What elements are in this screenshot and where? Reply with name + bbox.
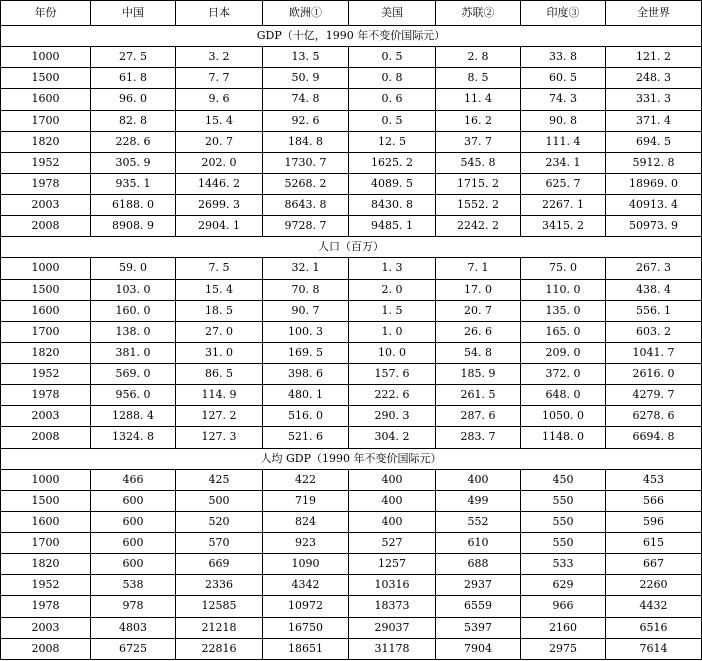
table-body bbox=[1, 26, 702, 660]
table-row bbox=[1, 131, 702, 152]
cell-world: 6516 bbox=[606, 617, 702, 638]
cell-china: 82. 8 bbox=[91, 110, 176, 131]
cell-japan: 570 bbox=[176, 533, 263, 554]
cell-ussr: 552 bbox=[436, 511, 521, 532]
cell-usa: 1625. 2 bbox=[349, 152, 436, 173]
section-header-gdp bbox=[1, 26, 702, 47]
cell-ussr: 499 bbox=[436, 490, 521, 511]
cell-india: 1050. 0 bbox=[521, 406, 606, 427]
cell-usa: 157. 6 bbox=[349, 364, 436, 385]
section-title: GDP（十亿，1990 年不变价国际元） bbox=[1, 26, 702, 47]
cell-india: 2160 bbox=[521, 617, 606, 638]
cell-year: 2008 bbox=[1, 216, 91, 237]
cell-ussr: 545. 8 bbox=[436, 152, 521, 173]
cell-ussr: 688 bbox=[436, 554, 521, 575]
cell-world: 2260 bbox=[606, 575, 702, 596]
cell-world: 371. 4 bbox=[606, 110, 702, 131]
cell-china: 27. 5 bbox=[91, 47, 176, 68]
cell-china: 935. 1 bbox=[91, 173, 176, 194]
cell-japan: 2699. 3 bbox=[176, 195, 263, 216]
cell-year: 1820 bbox=[1, 131, 91, 152]
section-header-gdp-per-capita bbox=[1, 448, 702, 469]
cell-year: 1952 bbox=[1, 364, 91, 385]
cell-year: 1700 bbox=[1, 533, 91, 554]
cell-europe: 516. 0 bbox=[263, 406, 349, 427]
cell-year: 1700 bbox=[1, 321, 91, 342]
cell-year: 2003 bbox=[1, 406, 91, 427]
cell-china: 978 bbox=[91, 596, 176, 617]
section-header-population bbox=[1, 237, 702, 258]
cell-japan: 15. 4 bbox=[176, 110, 263, 131]
cell-china: 956. 0 bbox=[91, 385, 176, 406]
cell-ussr: 7904 bbox=[436, 638, 521, 659]
table-row bbox=[1, 490, 702, 511]
cell-europe: 184. 8 bbox=[263, 131, 349, 152]
cell-japan: 2904. 1 bbox=[176, 216, 263, 237]
cell-europe: 32. 1 bbox=[263, 258, 349, 279]
cell-china: 1324. 8 bbox=[91, 427, 176, 448]
cell-europe: 4342 bbox=[263, 575, 349, 596]
table-row bbox=[1, 216, 702, 237]
cell-year: 1820 bbox=[1, 342, 91, 363]
cell-india: 629 bbox=[521, 575, 606, 596]
cell-ussr: 2937 bbox=[436, 575, 521, 596]
cell-usa: 4089. 5 bbox=[349, 173, 436, 194]
cell-usa: 9485. 1 bbox=[349, 216, 436, 237]
cell-china: 4803 bbox=[91, 617, 176, 638]
cell-japan: 3. 2 bbox=[176, 47, 263, 68]
cell-china: 538 bbox=[91, 575, 176, 596]
cell-usa: 0. 8 bbox=[349, 68, 436, 89]
cell-china: 1288. 4 bbox=[91, 406, 176, 427]
cell-china: 59. 0 bbox=[91, 258, 176, 279]
table-row bbox=[1, 385, 702, 406]
header-year: 年份 bbox=[1, 1, 91, 26]
cell-china: 600 bbox=[91, 554, 176, 575]
table-row bbox=[1, 533, 702, 554]
cell-usa: 222. 6 bbox=[349, 385, 436, 406]
cell-world: 438. 4 bbox=[606, 279, 702, 300]
cell-japan: 31. 0 bbox=[176, 342, 263, 363]
cell-ussr: 16. 2 bbox=[436, 110, 521, 131]
cell-usa: 18373 bbox=[349, 596, 436, 617]
cell-japan: 9. 6 bbox=[176, 89, 263, 110]
table-row bbox=[1, 68, 702, 89]
cell-year: 1000 bbox=[1, 469, 91, 490]
header-world: 全世界 bbox=[606, 1, 702, 26]
table-row bbox=[1, 258, 702, 279]
cell-japan: 669 bbox=[176, 554, 263, 575]
cell-china: 228. 6 bbox=[91, 131, 176, 152]
cell-india: 209. 0 bbox=[521, 342, 606, 363]
cell-world: 121. 2 bbox=[606, 47, 702, 68]
cell-world: 556. 1 bbox=[606, 300, 702, 321]
table-row bbox=[1, 110, 702, 131]
cell-usa: 29037 bbox=[349, 617, 436, 638]
cell-china: 96. 0 bbox=[91, 89, 176, 110]
table-row bbox=[1, 364, 702, 385]
cell-india: 450 bbox=[521, 469, 606, 490]
cell-world: 694. 5 bbox=[606, 131, 702, 152]
cell-india: 135. 0 bbox=[521, 300, 606, 321]
cell-usa: 527 bbox=[349, 533, 436, 554]
cell-china: 600 bbox=[91, 490, 176, 511]
cell-ussr: 5397 bbox=[436, 617, 521, 638]
table-row bbox=[1, 406, 702, 427]
header-japan: 日本 bbox=[176, 1, 263, 26]
cell-china: 466 bbox=[91, 469, 176, 490]
cell-world: 615 bbox=[606, 533, 702, 554]
header-usa: 美国 bbox=[349, 1, 436, 26]
cell-japan: 18. 5 bbox=[176, 300, 263, 321]
cell-india: 110. 0 bbox=[521, 279, 606, 300]
cell-china: 305. 9 bbox=[91, 152, 176, 173]
table-row bbox=[1, 47, 702, 68]
cell-europe: 923 bbox=[263, 533, 349, 554]
table-row bbox=[1, 554, 702, 575]
cell-japan: 20. 7 bbox=[176, 131, 263, 152]
cell-ussr: 2. 8 bbox=[436, 47, 521, 68]
cell-japan: 127. 3 bbox=[176, 427, 263, 448]
cell-world: 267. 3 bbox=[606, 258, 702, 279]
cell-ussr: 37. 7 bbox=[436, 131, 521, 152]
cell-europe: 719 bbox=[263, 490, 349, 511]
cell-china: 160. 0 bbox=[91, 300, 176, 321]
cell-japan: 425 bbox=[176, 469, 263, 490]
table-row bbox=[1, 321, 702, 342]
header-china: 中国 bbox=[91, 1, 176, 26]
cell-china: 569. 0 bbox=[91, 364, 176, 385]
cell-ussr: 1552. 2 bbox=[436, 195, 521, 216]
cell-china: 600 bbox=[91, 511, 176, 532]
cell-china: 138. 0 bbox=[91, 321, 176, 342]
cell-usa: 1. 5 bbox=[349, 300, 436, 321]
table-row bbox=[1, 89, 702, 110]
cell-europe: 521. 6 bbox=[263, 427, 349, 448]
cell-india: 550 bbox=[521, 490, 606, 511]
cell-japan: 27. 0 bbox=[176, 321, 263, 342]
cell-usa: 2. 0 bbox=[349, 279, 436, 300]
cell-year: 1500 bbox=[1, 490, 91, 511]
cell-usa: 1. 3 bbox=[349, 258, 436, 279]
cell-india: 74. 3 bbox=[521, 89, 606, 110]
table-row bbox=[1, 152, 702, 173]
table-row bbox=[1, 617, 702, 638]
cell-year: 2008 bbox=[1, 638, 91, 659]
cell-usa: 31178 bbox=[349, 638, 436, 659]
header-india: 印度③ bbox=[521, 1, 606, 26]
cell-usa: 400 bbox=[349, 490, 436, 511]
cell-ussr: 287. 6 bbox=[436, 406, 521, 427]
cell-india: 2975 bbox=[521, 638, 606, 659]
cell-ussr: 11. 4 bbox=[436, 89, 521, 110]
cell-japan: 7. 5 bbox=[176, 258, 263, 279]
cell-japan: 15. 4 bbox=[176, 279, 263, 300]
cell-usa: 1257 bbox=[349, 554, 436, 575]
cell-india: 165. 0 bbox=[521, 321, 606, 342]
table-row bbox=[1, 279, 702, 300]
header-ussr: 苏联② bbox=[436, 1, 521, 26]
cell-india: 3415. 2 bbox=[521, 216, 606, 237]
cell-year: 1952 bbox=[1, 575, 91, 596]
cell-year: 1000 bbox=[1, 258, 91, 279]
cell-year: 1600 bbox=[1, 300, 91, 321]
cell-year: 1978 bbox=[1, 173, 91, 194]
cell-year: 1978 bbox=[1, 596, 91, 617]
cell-europe: 10972 bbox=[263, 596, 349, 617]
table-row bbox=[1, 596, 702, 617]
section-title: 人均 GDP（1990 年不变价国际元） bbox=[1, 448, 702, 469]
cell-year: 1600 bbox=[1, 511, 91, 532]
cell-world: 7614 bbox=[606, 638, 702, 659]
cell-europe: 9728. 7 bbox=[263, 216, 349, 237]
cell-world: 4432 bbox=[606, 596, 702, 617]
cell-china: 381. 0 bbox=[91, 342, 176, 363]
cell-japan: 21218 bbox=[176, 617, 263, 638]
cell-world: 40913. 4 bbox=[606, 195, 702, 216]
cell-year: 1952 bbox=[1, 152, 91, 173]
cell-china: 61. 8 bbox=[91, 68, 176, 89]
cell-ussr: 261. 5 bbox=[436, 385, 521, 406]
cell-ussr: 54. 8 bbox=[436, 342, 521, 363]
cell-usa: 10316 bbox=[349, 575, 436, 596]
cell-year: 1500 bbox=[1, 68, 91, 89]
table-row bbox=[1, 575, 702, 596]
cell-europe: 13. 5 bbox=[263, 47, 349, 68]
cell-world: 667 bbox=[606, 554, 702, 575]
cell-ussr: 283. 7 bbox=[436, 427, 521, 448]
cell-ussr: 8. 5 bbox=[436, 68, 521, 89]
cell-europe: 1730. 7 bbox=[263, 152, 349, 173]
cell-ussr: 400 bbox=[436, 469, 521, 490]
table-row bbox=[1, 300, 702, 321]
table-row bbox=[1, 511, 702, 532]
cell-usa: 400 bbox=[349, 511, 436, 532]
cell-japan: 86. 5 bbox=[176, 364, 263, 385]
cell-world: 18969. 0 bbox=[606, 173, 702, 194]
cell-usa: 0. 6 bbox=[349, 89, 436, 110]
cell-europe: 100. 3 bbox=[263, 321, 349, 342]
header-row bbox=[1, 1, 702, 26]
cell-japan: 1446. 2 bbox=[176, 173, 263, 194]
cell-europe: 398. 6 bbox=[263, 364, 349, 385]
cell-japan: 127. 2 bbox=[176, 406, 263, 427]
cell-india: 625. 7 bbox=[521, 173, 606, 194]
cell-japan: 2336 bbox=[176, 575, 263, 596]
cell-year: 2008 bbox=[1, 427, 91, 448]
cell-world: 566 bbox=[606, 490, 702, 511]
cell-year: 1000 bbox=[1, 47, 91, 68]
cell-ussr: 185. 9 bbox=[436, 364, 521, 385]
cell-world: 603. 2 bbox=[606, 321, 702, 342]
cell-europe: 8643. 8 bbox=[263, 195, 349, 216]
cell-europe: 480. 1 bbox=[263, 385, 349, 406]
cell-china: 600 bbox=[91, 533, 176, 554]
cell-india: 33. 8 bbox=[521, 47, 606, 68]
cell-world: 4279. 7 bbox=[606, 385, 702, 406]
cell-china: 6188. 0 bbox=[91, 195, 176, 216]
cell-europe: 5268. 2 bbox=[263, 173, 349, 194]
cell-india: 966 bbox=[521, 596, 606, 617]
cell-ussr: 610 bbox=[436, 533, 521, 554]
cell-year: 1600 bbox=[1, 89, 91, 110]
cell-world: 1041. 7 bbox=[606, 342, 702, 363]
cell-world: 596 bbox=[606, 511, 702, 532]
cell-usa: 1. 0 bbox=[349, 321, 436, 342]
table-row bbox=[1, 173, 702, 194]
cell-europe: 92. 6 bbox=[263, 110, 349, 131]
cell-india: 372. 0 bbox=[521, 364, 606, 385]
cell-year: 1500 bbox=[1, 279, 91, 300]
cell-year: 1700 bbox=[1, 110, 91, 131]
cell-year: 2003 bbox=[1, 195, 91, 216]
header-europe: 欧洲① bbox=[263, 1, 349, 26]
cell-japan: 7. 7 bbox=[176, 68, 263, 89]
cell-europe: 70. 8 bbox=[263, 279, 349, 300]
cell-europe: 50. 9 bbox=[263, 68, 349, 89]
cell-usa: 0. 5 bbox=[349, 47, 436, 68]
cell-usa: 0. 5 bbox=[349, 110, 436, 131]
cell-japan: 202. 0 bbox=[176, 152, 263, 173]
cell-year: 1820 bbox=[1, 554, 91, 575]
cell-europe: 824 bbox=[263, 511, 349, 532]
cell-india: 550 bbox=[521, 533, 606, 554]
cell-world: 248. 3 bbox=[606, 68, 702, 89]
cell-europe: 1090 bbox=[263, 554, 349, 575]
cell-usa: 8430. 8 bbox=[349, 195, 436, 216]
cell-year: 2003 bbox=[1, 617, 91, 638]
cell-japan: 22816 bbox=[176, 638, 263, 659]
cell-india: 234. 1 bbox=[521, 152, 606, 173]
cell-europe: 90. 7 bbox=[263, 300, 349, 321]
cell-ussr: 1715. 2 bbox=[436, 173, 521, 194]
table-row bbox=[1, 469, 702, 490]
cell-japan: 12585 bbox=[176, 596, 263, 617]
cell-india: 90. 8 bbox=[521, 110, 606, 131]
cell-world: 50973. 9 bbox=[606, 216, 702, 237]
cell-india: 75. 0 bbox=[521, 258, 606, 279]
cell-ussr: 7. 1 bbox=[436, 258, 521, 279]
cell-usa: 12. 5 bbox=[349, 131, 436, 152]
cell-usa: 304. 2 bbox=[349, 427, 436, 448]
table-row bbox=[1, 195, 702, 216]
cell-europe: 74. 8 bbox=[263, 89, 349, 110]
cell-ussr: 26. 6 bbox=[436, 321, 521, 342]
cell-year: 1978 bbox=[1, 385, 91, 406]
cell-world: 331. 3 bbox=[606, 89, 702, 110]
cell-japan: 520 bbox=[176, 511, 263, 532]
table-row bbox=[1, 638, 702, 659]
cell-usa: 10. 0 bbox=[349, 342, 436, 363]
cell-china: 103. 0 bbox=[91, 279, 176, 300]
table-row bbox=[1, 342, 702, 363]
cell-ussr: 17. 0 bbox=[436, 279, 521, 300]
cell-india: 111. 4 bbox=[521, 131, 606, 152]
cell-china: 6725 bbox=[91, 638, 176, 659]
section-title: 人口（百万） bbox=[1, 237, 702, 258]
cell-india: 1148. 0 bbox=[521, 427, 606, 448]
cell-ussr: 2242. 2 bbox=[436, 216, 521, 237]
cell-ussr: 6559 bbox=[436, 596, 521, 617]
cell-europe: 422 bbox=[263, 469, 349, 490]
cell-world: 2616. 0 bbox=[606, 364, 702, 385]
cell-ussr: 20. 7 bbox=[436, 300, 521, 321]
cell-japan: 500 bbox=[176, 490, 263, 511]
cell-world: 453 bbox=[606, 469, 702, 490]
cell-europe: 18651 bbox=[263, 638, 349, 659]
cell-india: 550 bbox=[521, 511, 606, 532]
cell-india: 648. 0 bbox=[521, 385, 606, 406]
cell-world: 6694. 8 bbox=[606, 427, 702, 448]
cell-europe: 16750 bbox=[263, 617, 349, 638]
cell-china: 8908. 9 bbox=[91, 216, 176, 237]
cell-india: 2267. 1 bbox=[521, 195, 606, 216]
cell-world: 6278. 6 bbox=[606, 406, 702, 427]
cell-india: 60. 5 bbox=[521, 68, 606, 89]
cell-india: 533 bbox=[521, 554, 606, 575]
cell-europe: 169. 5 bbox=[263, 342, 349, 363]
cell-world: 5912. 8 bbox=[606, 152, 702, 173]
cell-japan: 114. 9 bbox=[176, 385, 263, 406]
table-row bbox=[1, 427, 702, 448]
cell-usa: 400 bbox=[349, 469, 436, 490]
cell-usa: 290. 3 bbox=[349, 406, 436, 427]
